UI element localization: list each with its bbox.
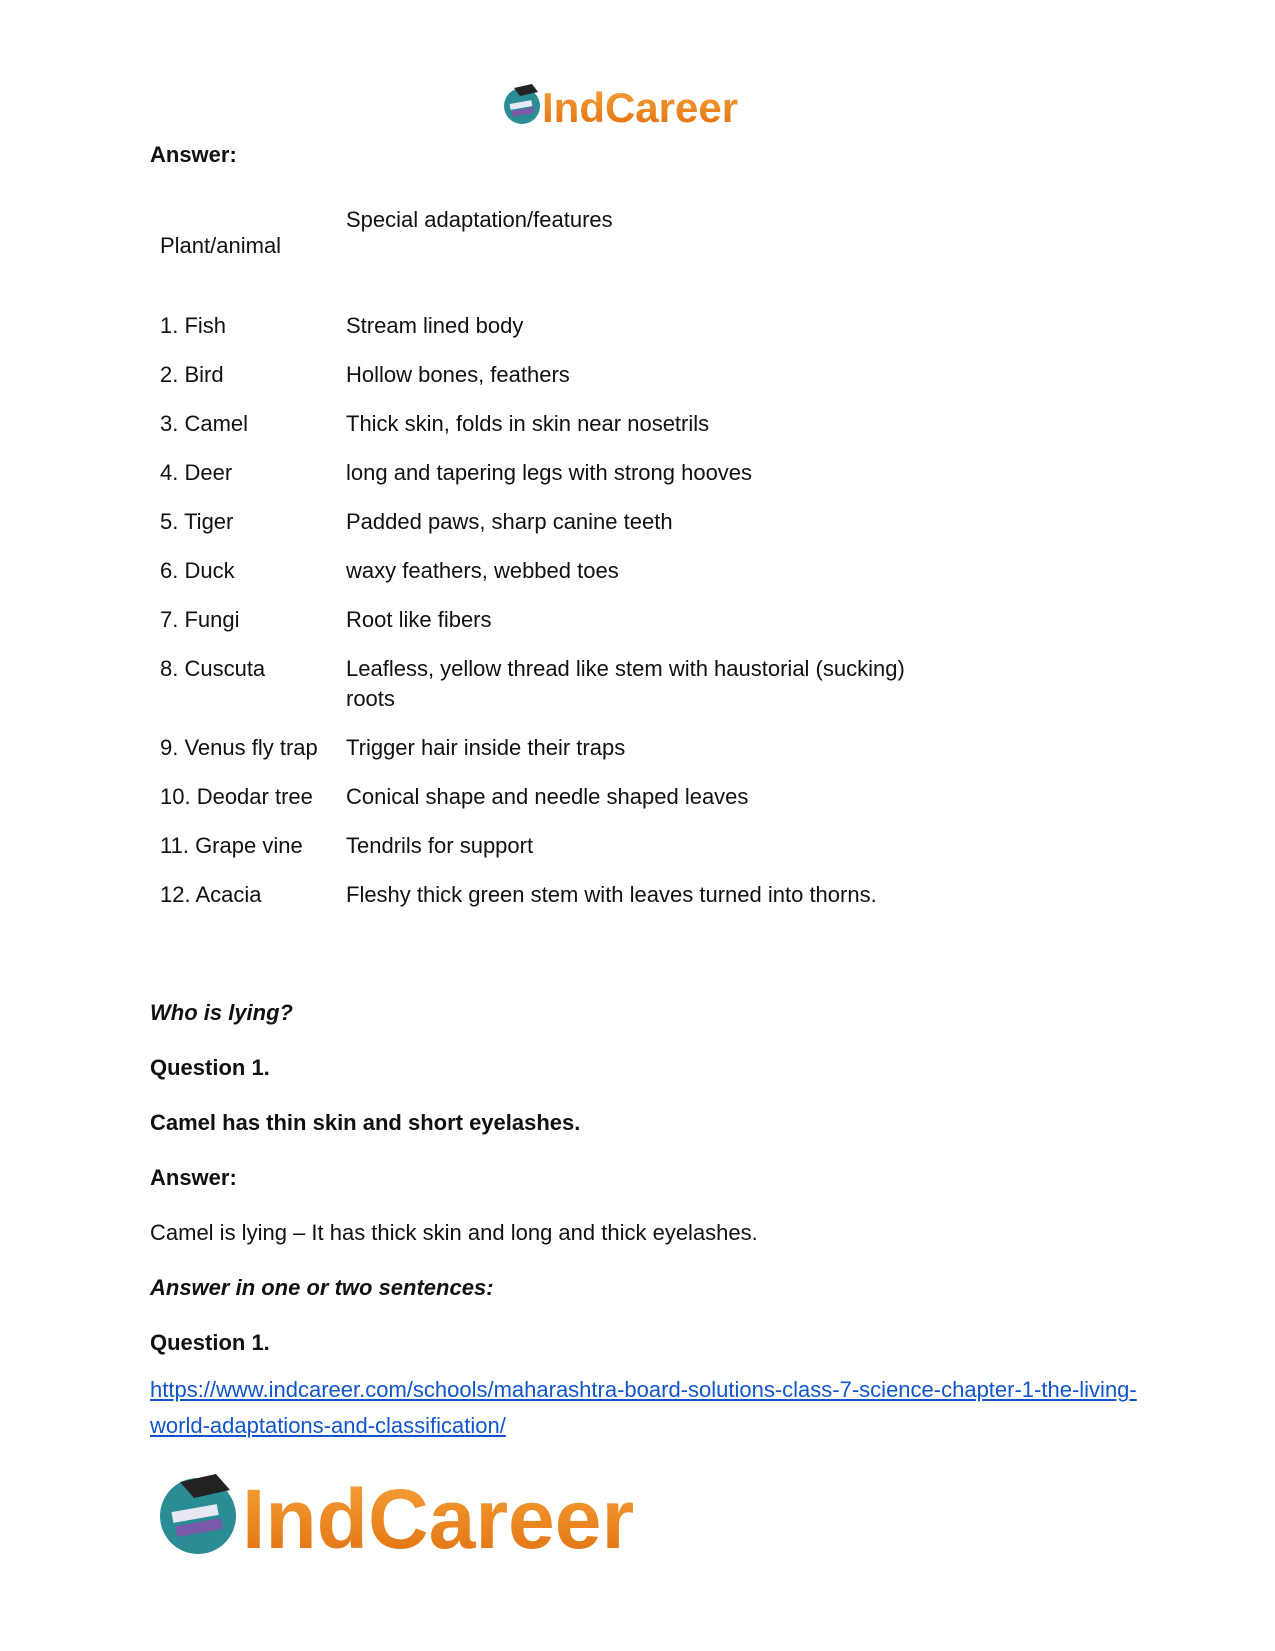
cell-organism: 12. Acacia	[160, 882, 262, 907]
cell-adaptation: waxy feathers, webbed toes	[346, 558, 619, 583]
indcareer-logo-top	[502, 76, 782, 136]
adaptation-table	[150, 205, 946, 929]
table-row	[150, 733, 946, 782]
table-row	[150, 360, 946, 409]
table-header-row	[150, 205, 946, 311]
cell-organism: 6. Duck	[160, 558, 235, 583]
cell-adaptation: Root like fibers	[346, 607, 492, 632]
cell-organism: 7. Fungi	[160, 607, 240, 632]
cell-organism: 3. Camel	[160, 411, 249, 436]
section-who-lying: Who is lying?	[150, 1000, 293, 1025]
cell-organism: 2. Bird	[160, 362, 224, 387]
question-1-text: Camel has thin skin and short eyelashes.	[150, 1110, 581, 1135]
cell-adaptation: Leafless, yellow thread like stem with haustorial (sucking) roots	[346, 656, 905, 711]
logo-text: IndCareer	[542, 84, 739, 131]
cell-organism: 9. Venus fly trap	[160, 735, 318, 760]
answer-label: Answer:	[150, 142, 237, 167]
answer-label-2: Answer:	[150, 1165, 237, 1190]
question-1-label: Question 1.	[150, 1055, 270, 1080]
cell-adaptation: Hollow bones, feathers	[346, 362, 570, 387]
section-one-two-sentences: Answer in one or two sentences:	[150, 1275, 494, 1300]
cell-adaptation: long and tapering legs with strong hooves	[346, 460, 753, 485]
table-row	[150, 605, 946, 654]
cell-adaptation: Thick skin, folds in skin near nosetrils	[346, 411, 710, 436]
table-row	[150, 556, 946, 605]
cell-organism: 5. Tiger	[160, 509, 234, 534]
answer-2-text: Camel is lying – It has thick skin and long and thick eyelashes.	[150, 1220, 758, 1245]
table-row	[150, 458, 946, 507]
question-1b-label: Question 1.	[150, 1330, 270, 1355]
table-row	[150, 507, 946, 556]
table-row	[150, 782, 946, 831]
logo-text: IndCareer	[242, 1472, 635, 1560]
cell-organism: 4. Deer	[160, 460, 233, 485]
cell-organism: 8. Cuscuta	[160, 656, 266, 681]
source-url-link[interactable]: https://www.indcareer.com/schools/maharashtra-board-solutions-class-7-science-chapter-1-the-living-world-adaptations-and-classification/	[150, 1377, 1137, 1438]
cell-adaptation: Padded paws, sharp canine teeth	[346, 509, 673, 534]
table-row	[150, 654, 946, 733]
table-row	[150, 409, 946, 458]
cell-adaptation: Trigger hair inside their traps	[346, 735, 626, 760]
cell-adaptation: Tendrils for support	[346, 833, 534, 858]
cell-adaptation: Fleshy thick green stem with leaves turned into thorns.	[346, 882, 877, 907]
table-row	[150, 311, 946, 360]
cell-adaptation: Conical shape and needle shaped leaves	[346, 784, 749, 809]
table-row	[150, 880, 946, 929]
table-row	[150, 831, 946, 880]
indcareer-logo-bottom	[158, 1468, 698, 1560]
cell-adaptation: Stream lined body	[346, 313, 524, 338]
header-special-adaptation: Special adaptation/features	[346, 207, 613, 232]
cell-organism: 11. Grape vine	[160, 833, 303, 858]
header-plant-animal: Plant/animal	[160, 233, 282, 258]
cell-organism: 10. Deodar tree	[160, 784, 313, 809]
cell-organism: 1. Fish	[160, 313, 227, 338]
